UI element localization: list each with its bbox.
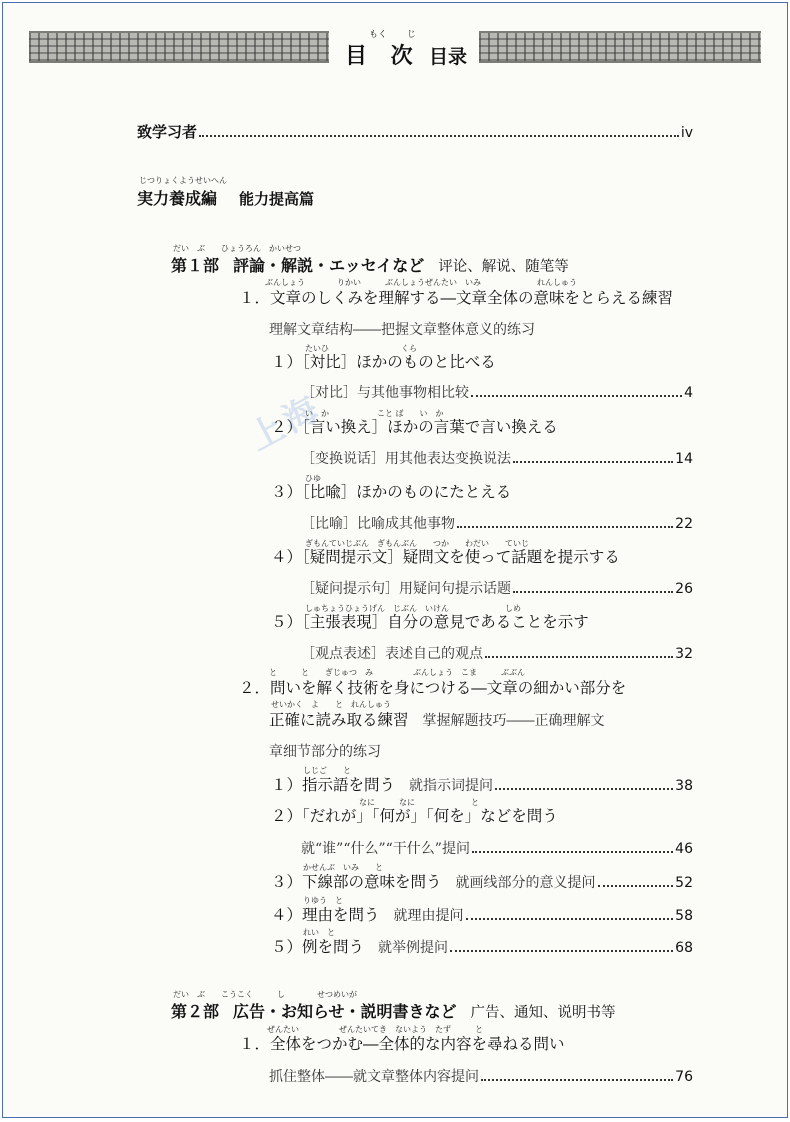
section1-title[interactable]: １．文章のしくみを理解する―文章全体の意味をとらえる練習 bbox=[239, 289, 674, 307]
dot-leader bbox=[513, 580, 673, 593]
dot-leader bbox=[481, 1068, 673, 1081]
section2-title-line2[interactable] bbox=[269, 708, 605, 730]
p2-section1-title[interactable]: １．全体をつかむ―全体的な内容を尋ねる問い bbox=[239, 1035, 565, 1053]
s2-item1-zh: 就指示词提问 bbox=[409, 778, 494, 794]
part-heading bbox=[137, 186, 314, 209]
s1-item4-ruby: ぎもんていじぶん ぎもんぶん つか わだい ていじ bbox=[305, 539, 529, 548]
page-number: 22 bbox=[675, 516, 693, 532]
dot-leader bbox=[485, 645, 673, 658]
part1-title: 評論・解説・エッセイなど bbox=[233, 256, 425, 275]
s2-item4-zh: 就理由提问 bbox=[393, 908, 464, 924]
part2-title: 広告・お知らせ・説明書きなど bbox=[233, 1002, 457, 1021]
s1-item1-jp[interactable]: １）［対比］ほかのものと比べる bbox=[271, 353, 496, 371]
part1-heading[interactable] bbox=[171, 253, 569, 276]
title-ruby-2: じ bbox=[407, 30, 417, 40]
toc-entry-s1-item3[interactable] bbox=[301, 513, 693, 533]
section2-line2-jp: 正確に読み取る練習 bbox=[269, 711, 409, 729]
dot-leader bbox=[513, 450, 673, 463]
section1-zh: 理解文章结构――把握文章整体意义的练习 bbox=[269, 322, 535, 338]
s2-item3-jp: ３）下線部の意味を問う bbox=[271, 873, 442, 891]
page-title: 目 次 bbox=[345, 44, 421, 69]
s1-item2-zh: ［变换说话］用其他表达变换说法 bbox=[301, 451, 511, 467]
preface-label: 致学习者 bbox=[137, 123, 198, 141]
toc-entry-s1-item4[interactable] bbox=[301, 578, 693, 598]
s1-item3-ruby: ひゆ bbox=[305, 474, 321, 483]
s2-item5-zh: 就举例提问 bbox=[378, 940, 449, 956]
dot-leader bbox=[598, 874, 674, 887]
dot-leader bbox=[199, 124, 679, 137]
toc-page bbox=[2, 2, 788, 1118]
part2-heading[interactable] bbox=[171, 999, 616, 1022]
toc-entry-s2-item5[interactable] bbox=[271, 935, 693, 957]
page-number: 76 bbox=[675, 1069, 693, 1085]
s2-item2-jp[interactable]: ２）「だれが」「何が」「何を」などを問う bbox=[271, 807, 558, 825]
page-number: iv bbox=[680, 125, 693, 141]
page-number: 14 bbox=[675, 451, 693, 467]
dot-leader bbox=[457, 515, 673, 528]
watermark: 上海 bbox=[242, 387, 329, 459]
s1-item3-jp[interactable]: ３）［比喩］ほかのものにたとえる bbox=[271, 483, 512, 501]
s1-item5-jp[interactable]: ５）［主張表現］自分の意見であることを示す bbox=[271, 613, 589, 631]
s2-item1-ruby: しじご と bbox=[303, 766, 351, 775]
section2-zh2: 章细节部分的练习 bbox=[269, 744, 381, 760]
part1-label: 第１部 bbox=[171, 256, 220, 275]
s1-item4-jp[interactable]: ４）［疑問提示文］疑問文を使って話題を提示する bbox=[271, 548, 620, 566]
toc-entry-s2-item4[interactable] bbox=[271, 903, 693, 925]
decorative-band-right bbox=[479, 31, 761, 63]
part-heading-ruby: じつりょくようせいへん bbox=[139, 176, 227, 185]
toc-entry-s1-item1[interactable] bbox=[301, 382, 693, 402]
page-number: 4 bbox=[684, 385, 693, 401]
dot-leader bbox=[450, 939, 673, 952]
page-number: 58 bbox=[675, 908, 693, 924]
dot-leader bbox=[495, 777, 673, 790]
s1-item2-jp[interactable]: ２）［言い換え］ほかの言葉で言い換える bbox=[271, 418, 558, 436]
section2-zh1: 掌握解题技巧――正确理解文 bbox=[422, 713, 605, 729]
toc-entry-s2-item1[interactable] bbox=[271, 773, 693, 795]
s1-item1-zh: ［对比］与其他事物相比较 bbox=[301, 385, 469, 401]
page-number: 68 bbox=[675, 940, 693, 956]
toc-entry-s2-item2[interactable] bbox=[301, 838, 693, 858]
page-number: 32 bbox=[675, 646, 693, 662]
s1-item4-zh: ［疑问提示句］用疑问句提示话题 bbox=[301, 581, 511, 597]
s1-item2-ruby: い か こと ば い か bbox=[305, 409, 444, 418]
dot-leader bbox=[471, 384, 682, 397]
part2-ruby: だい ぶ こうこく し せつめいが bbox=[173, 990, 357, 999]
part1-zh: 评论、解说、随笔等 bbox=[438, 259, 569, 275]
section1-ruby: ぶんしょう りかい ぶんしょうぜんたい いみ れんしゅう bbox=[265, 278, 577, 287]
toc-entry-p2-section1[interactable] bbox=[269, 1066, 693, 1086]
part1-ruby: だい ぶ ひょうろん かいせつ bbox=[173, 244, 301, 253]
s2-item4-jp: ４）理由を問う bbox=[271, 906, 380, 924]
p2-section1-ruby: ぜんたい ぜんたいてき ないよう たず と bbox=[267, 1025, 483, 1034]
part2-zh: 广告、通知、说明书等 bbox=[470, 1005, 616, 1021]
s2-item3-zh: 就画线部分的意义提问 bbox=[455, 875, 596, 891]
toc-entry-s1-item5[interactable] bbox=[301, 643, 693, 663]
dot-leader bbox=[472, 840, 673, 853]
section2-ruby2: せいかく よ と れんしゅう bbox=[271, 700, 391, 709]
title-box bbox=[329, 25, 479, 67]
s2-item4-ruby: りゆう と bbox=[303, 896, 343, 905]
part-heading-zh: 能力提高篇 bbox=[239, 190, 315, 208]
s2-item5-ruby: れい と bbox=[303, 928, 335, 937]
part-heading-jp: 実力養成編 bbox=[137, 189, 218, 208]
decorative-band-left bbox=[29, 31, 329, 63]
page-number: 38 bbox=[675, 778, 693, 794]
dot-leader bbox=[466, 907, 674, 920]
page-subtitle: 目录 bbox=[429, 46, 468, 68]
s2-item2-ruby: なに なに と bbox=[303, 798, 479, 807]
s1-item5-zh: ［观点表述］表述自己的观点 bbox=[301, 646, 483, 662]
part2-label: 第２部 bbox=[171, 1002, 220, 1021]
s2-item2-zh: 就“谁”“什么”“干什么”提问 bbox=[301, 841, 470, 857]
s1-item1-ruby: たいひ くら bbox=[305, 344, 417, 353]
page-number: 46 bbox=[675, 841, 693, 857]
s2-item3-ruby: かせんぶ いみ と bbox=[303, 863, 383, 872]
s1-item3-zh: ［比喻］比喻成其他事物 bbox=[301, 516, 455, 532]
s1-item5-ruby: しゅちょうひょうげん じぶん いけん しめ bbox=[305, 604, 521, 613]
title-ruby-1: もく bbox=[369, 30, 388, 40]
s2-item5-jp: ５）例を問う bbox=[271, 938, 365, 956]
toc-entry-preface[interactable] bbox=[137, 121, 693, 142]
page-number: 52 bbox=[675, 875, 693, 891]
toc-entry-s2-item3[interactable] bbox=[271, 870, 693, 892]
s2-item1-jp: １）指示語を問う bbox=[271, 776, 396, 794]
section2-title-line1[interactable]: ２．問いを解く技術を身につける―文章の細かい部分を bbox=[239, 679, 627, 697]
p2-section1-zh: 抓住整体――就文章整体内容提问 bbox=[269, 1069, 479, 1085]
toc-header bbox=[29, 25, 761, 67]
section2-ruby1: と と ぎじゅつ み ぶんしょう こま ぶぶん bbox=[269, 668, 525, 677]
page-number: 26 bbox=[675, 581, 693, 597]
toc-entry-s1-item2[interactable] bbox=[301, 448, 693, 468]
